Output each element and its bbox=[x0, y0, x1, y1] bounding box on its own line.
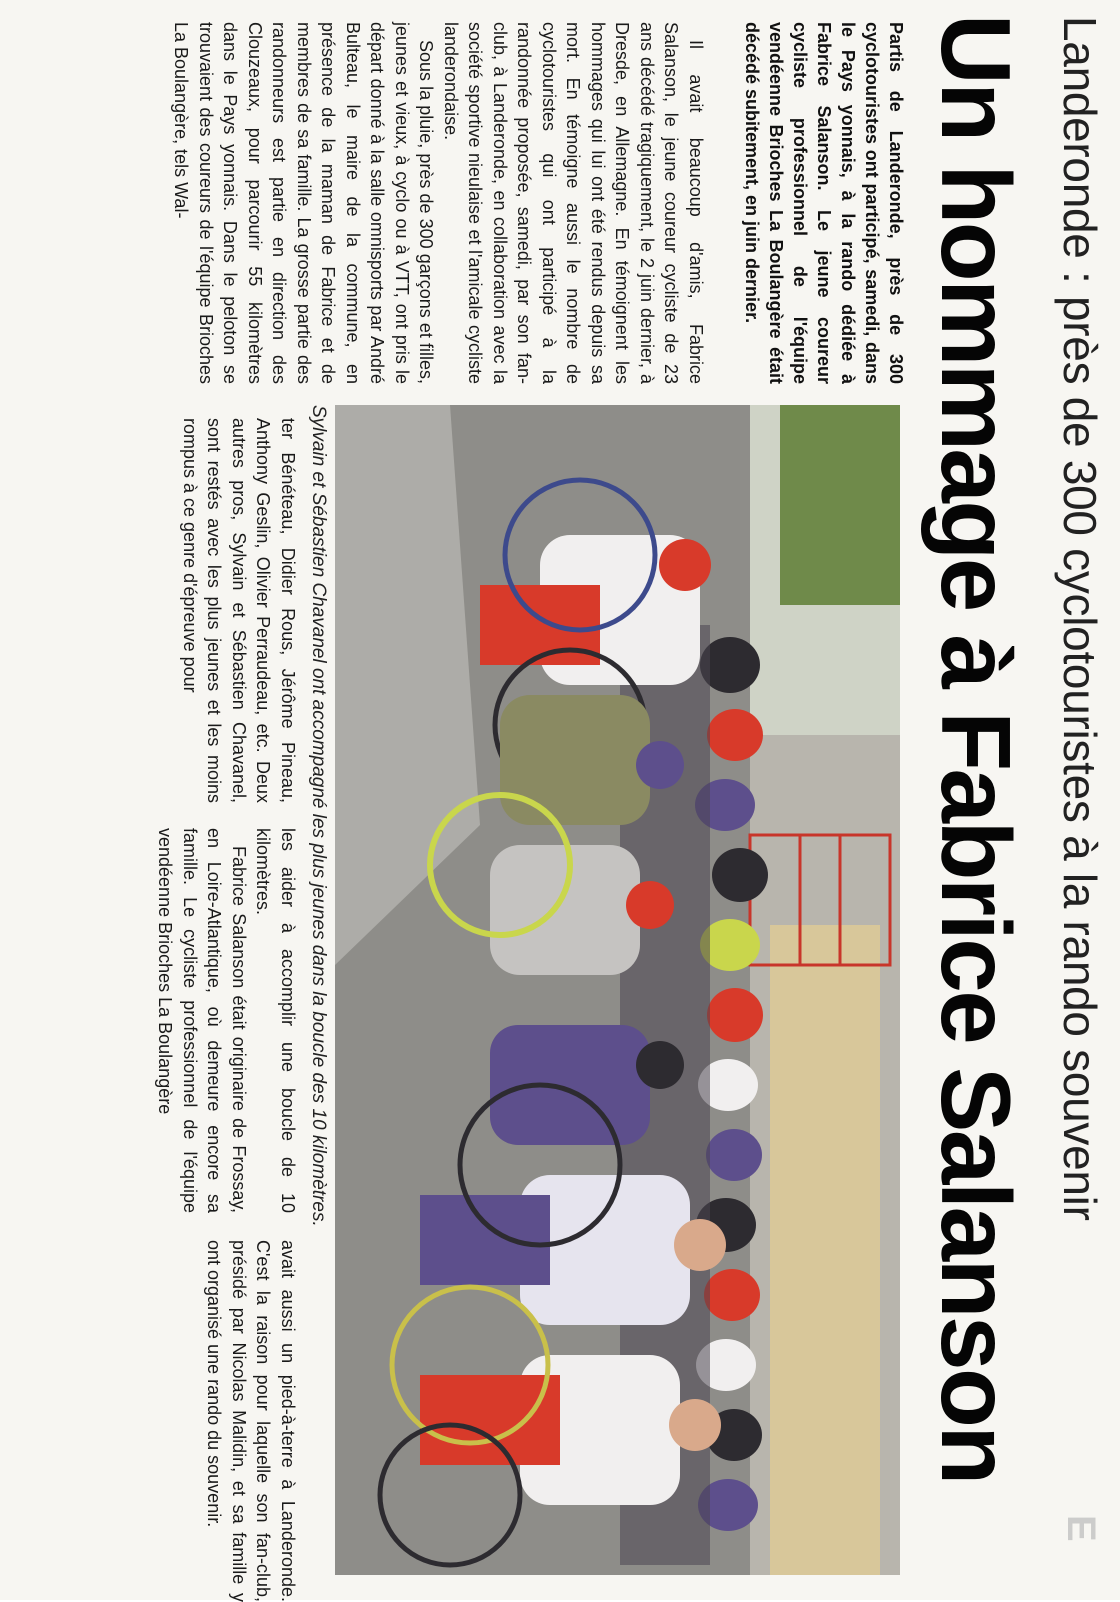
article-lead: Partis de Landeronde, près de 300 cyclotouristes ont participé, samedi, dans le Pays yonnais, à la rando dédiée à Fabrice Salanson. Le jeune coureur cycliste professionnel de l'équipe vendéenne Brioches La Boulangère était décédé subitement, en juin dernier. bbox=[742, 22, 906, 384]
text-column-1 bbox=[169, 22, 708, 384]
building bbox=[770, 925, 880, 1575]
paragraph: les aider à accomplir une boucle de 10 kilomètres. bbox=[253, 828, 298, 1213]
paragraph: Il avait beaucoup d'amis, Fabrice Salanson, le jeune coureur cycliste de 23 ans décédé tragiquement, le 2 juin dernier, à Dresde, en Allemagne. En témoignent les hommages qui lui ont été rendus depuis sa mort. En témoigne aussi le nombre de cyclotouristes qui ont participé à la randonnée proposée, samedi, par son fan-club, à Landeronde, en collaboration avec la société sportive nieulaise et l'amicale cycliste landerondaise. bbox=[441, 22, 706, 384]
trees bbox=[780, 405, 900, 605]
photo-caption: Sylvain et Sébastien Chavanel ont accompagné les plus jeunes dans la boucle des 10 kilomètres. bbox=[308, 405, 329, 1227]
text-column-3 bbox=[153, 828, 300, 1213]
article-kicker: Landeronde : près de 300 cyclotouristes à la rando souvenir bbox=[1054, 16, 1106, 1221]
article-headline: Un hommage à Fabrice Salanson bbox=[921, 14, 1031, 1483]
text-column-2 bbox=[178, 418, 301, 803]
paragraph: avait aussi un pied-à-terre à Landeronde. C'est la raison pour laquelle son fan-club, présidé par Nicolas Malidin, et sa famille y ont organisé une rando du souvenir. bbox=[204, 1240, 298, 1602]
paragraph: Fabrice Salanson était originaire de Frossay, en Loire-Atlantique, où demeure encore sa famille. Le cycliste professionnel de l'équipe vendéenne Brioches La Boulangère bbox=[155, 828, 249, 1213]
photo-illustration bbox=[335, 405, 900, 1575]
masthead-fragment: E bbox=[1059, 1515, 1103, 1542]
cyclists-photo bbox=[335, 405, 900, 1575]
text-column-4 bbox=[202, 1240, 300, 1602]
paragraph: Sous la pluie, près de 300 garçons et filles, jeunes et vieux, à cyclo ou à VTT, ont pris le départ donné à la salle omnisports par André Bulteau, le maire de la commune, en présence de la maman de Fabrice et de membres de sa famille. La grosse partie des randonneurs est partie en direction des Clouzeaux, pour parcourir 55 kilomètres dans le Pays yonnais. Dans le peloton se trouvaient des coureurs de l'équipe Brioches La Boulangère, tels Wal- bbox=[171, 22, 437, 384]
paragraph: ter Bénéteau, Didier Rous, Jérôme Pineau, Anthony Geslin, Olivier Perraudeau, etc. Deux autres pros, Sylvain et Sébastien Chavanel, sont restés avec les plus jeunes et les moins rompus à ce genre d'épreuve pour bbox=[180, 418, 298, 803]
